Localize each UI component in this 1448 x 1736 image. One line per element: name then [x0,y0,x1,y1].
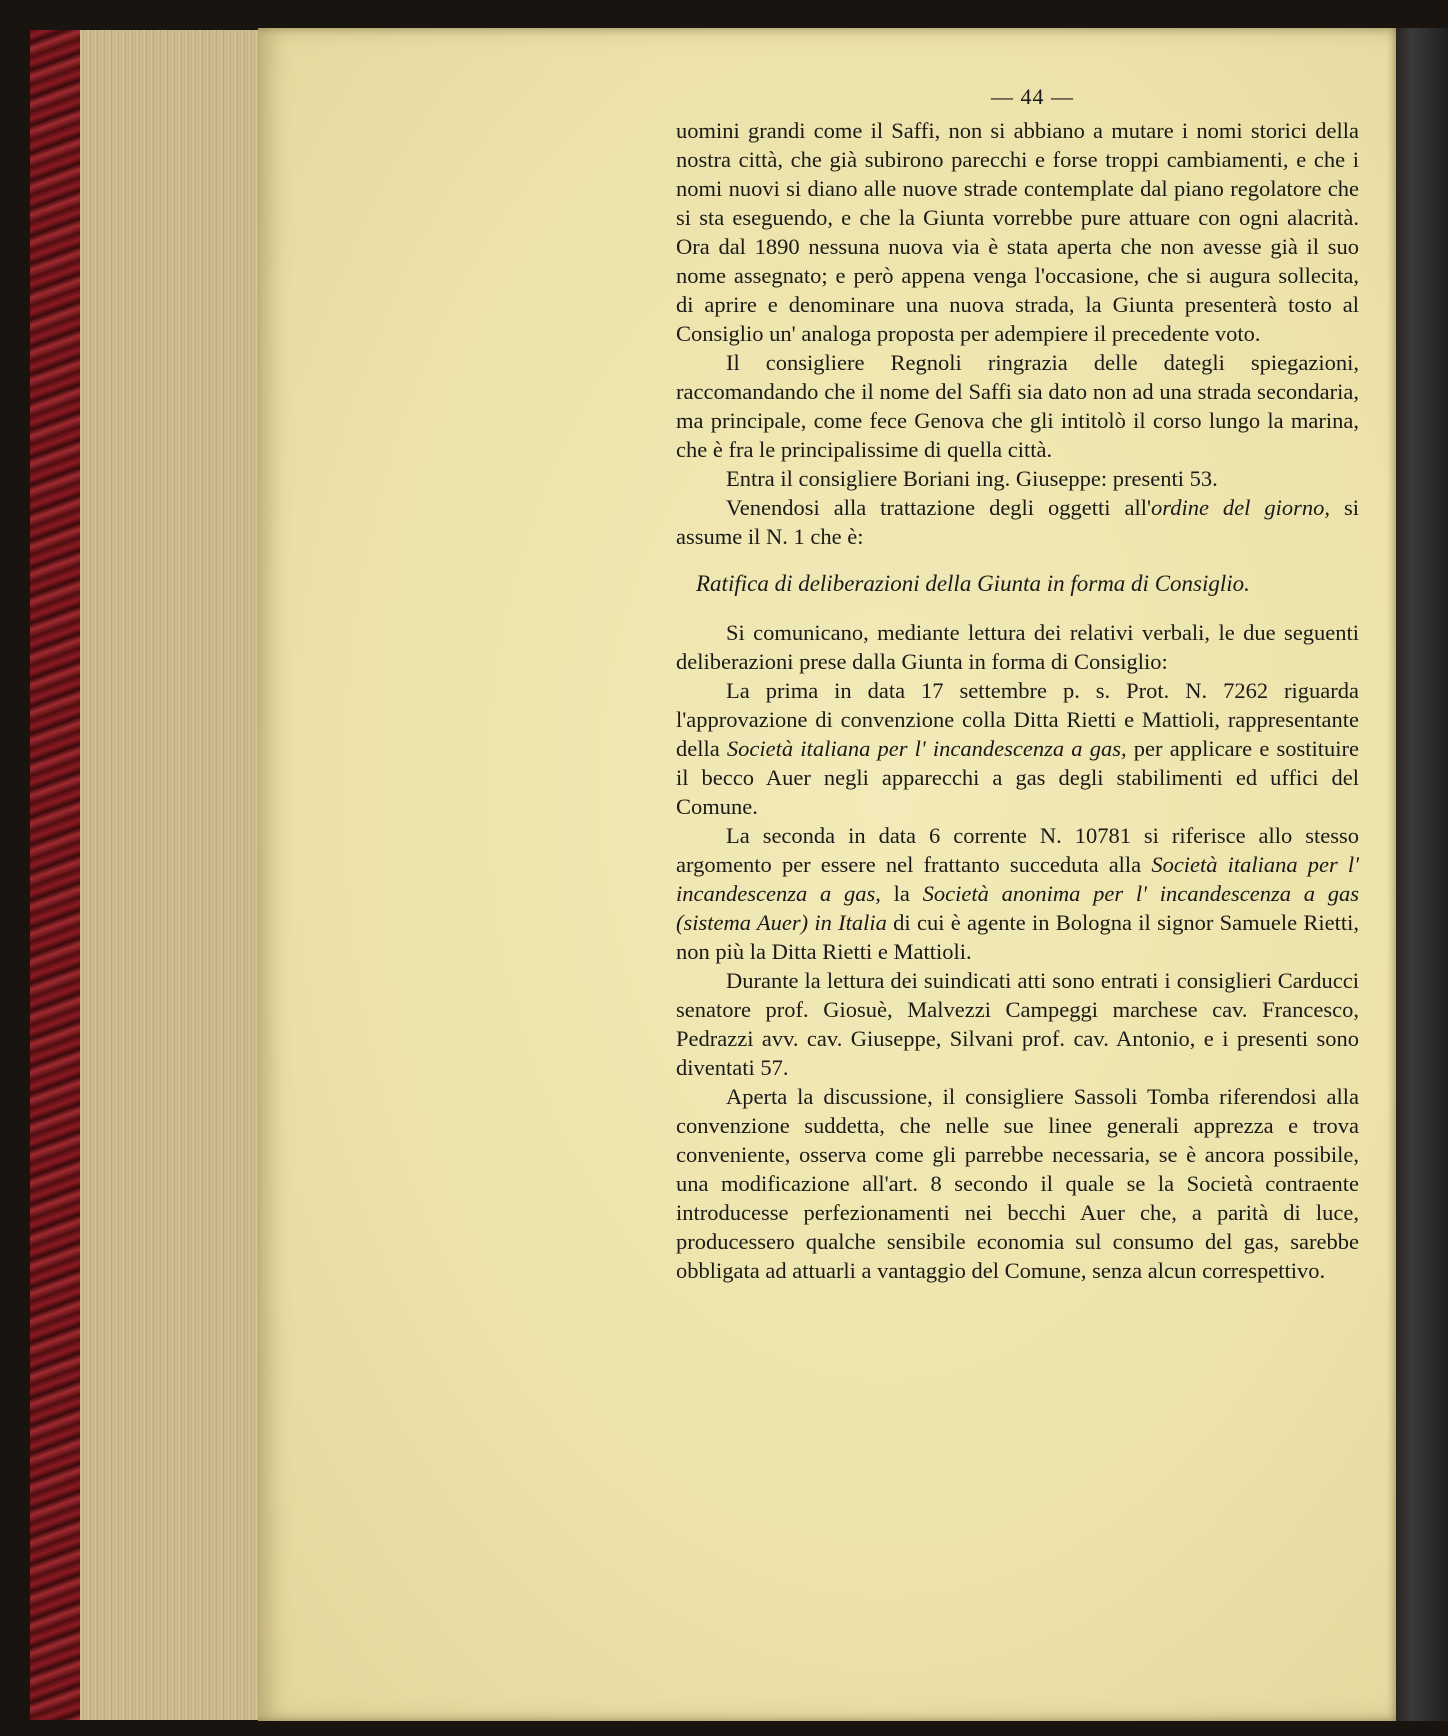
page-number: — 44 — [991,84,1074,109]
text-run: Venendosi alla trattazione degli oggetti all' [726,495,1152,520]
binding-edge [1396,28,1448,1721]
text-run: Si comunicano, mediante lettura dei relativi verbali, le due seguenti deliberazioni prese dalla Giunta in forma di Consiglio: [676,620,1359,674]
italic-text: Società italiana per l' incandescenza a gas, [676,852,1359,906]
text-run: La prima in data 17 settembre p. s. Prot. N. 7262 riguarda l'approvazione di convenzione colla Ditta Rietti e Mattioli, rappresentante della [676,678,1359,761]
paragraph [676,464,1359,493]
text-run: uomini grandi come il Saffi, non si abbiano a mutare i nomi storici della nostra città, che già subirono parecchi e forse troppi cambiamenti, e che i nomi nuovi si diano alle nuove strade contemplate dal piano regolatore che si sta eseguendo, e che la Giunta vorrebbe pure attuare con ogni alacrità. Ora dal 1890 nessuna nuova via è stata aperta che non avesse già il suo nome assegnato; e però appena venga l'occasione, che si augura sollecita, di aprire e denominare una nuova strada, la Giunta presenterà tosto al Consiglio un' analoga proposta per adempiere il precedente voto. [676,118,1359,346]
text-run: si assume il N. 1 che è: [676,495,1359,549]
italic-text: Società italiana per l' incandescenza a gas, [726,736,1127,761]
paragraph [676,1082,1359,1285]
text-run: Il consigliere Regnoli ringrazia delle dategli spiegazioni, raccomandando che il nome del Saffi sia dato non ad una strada secondaria, ma principale, come fece Genova che gli intitolò il corso lungo la marina, che è fra le principalissime di quella città. [676,350,1359,462]
paragraph [676,348,1359,464]
italic-text: ordine del giorno, [1151,495,1331,520]
paragraph [676,676,1359,821]
text-run: per applicare e sostituire il becco Auer negli apparecchi a gas degli stabilimenti ed uffici del Comune. [676,736,1359,819]
paragraph [676,618,1359,676]
paragraph [676,966,1359,1082]
paragraph [676,821,1359,966]
text-run: di cui è agente in Bologna il signor Samuele Rietti, non più la Ditta Rietti e Mattioli. [676,910,1359,964]
paragraphs-after-heading [676,618,1359,1285]
text-run: Durante la lettura dei suindicati atti sono entrati i consiglieri Carducci senatore prof. Giosuè, Malvezzi Campeggi marchese cav. Francesco, Pedrazzi avv. cav. Giuseppe, Silvani prof. cav. Antonio, e i presenti sono diventati 57. [676,968,1359,1080]
section-heading: Ratifica di deliberazioni della Giunta in forma di Consiglio. [696,571,1250,596]
page-edges [80,30,262,1720]
text-run: La seconda in data 6 corrente N. 10781 si riferisce allo stesso argomento per essere nel frattanto succeduta alla [676,823,1359,877]
text-run: la [880,881,923,906]
italic-text: Società anonima per l' incandescenza a gas (sistema Auer) in Italia [676,881,1359,935]
text-run: Entra il consigliere Boriani ing. Giuseppe: presenti 53. [726,466,1218,491]
page-text [676,82,1359,1285]
paragraph [676,116,1359,348]
text-run: Aperta la discussione, il consigliere Sassoli Tomba riferendosi alla convenzione suddetta, che nelle sue linee generali apprezza e trova conveniente, osserva come gli parrebbe necessaria, se è ancora possibile, una modificazione all'art. 8 secondo il quale se la Società contraente introducesse perfezionamenti nei becchi Auer che, a parità di luce, producessero qualche sensibile economia sul consumo del gas, sarebbe obbligata ad attuarli a vantaggio del Comune, senza alcun correspettivo. [676,1084,1359,1283]
paragraph [676,493,1359,551]
paragraphs-before-heading [676,116,1359,551]
